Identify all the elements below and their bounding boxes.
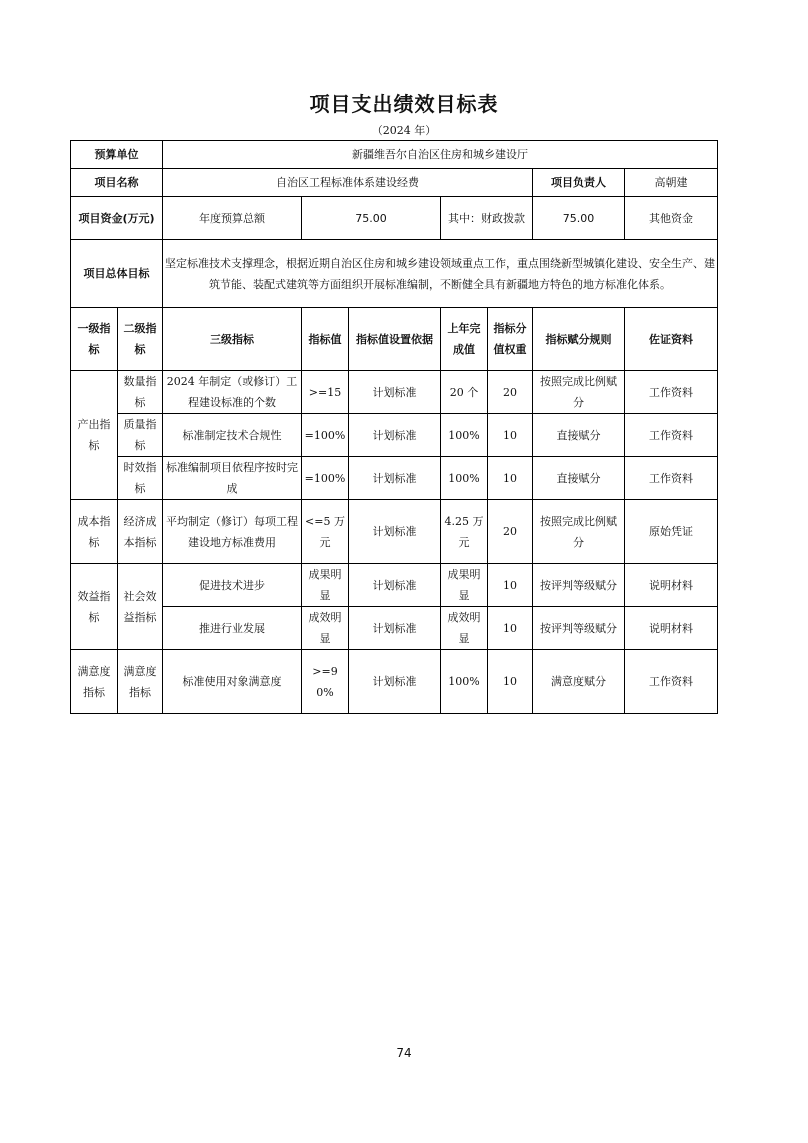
overall-goal-text: 坚定标准技术支撑理念，根据近期自治区住房和城乡建设领域重点工作，重点围绕新型城镇化建设、安全生产、建筑节能、装配式建筑等方面组织开展标准编制，不断健全具有新疆地方特色的地方标准化体系。 — [163, 240, 718, 308]
header-level3: 三级指标 — [163, 308, 302, 371]
last-year-cell: 100% — [441, 650, 488, 714]
project-leader-value: 高朝建 — [625, 169, 718, 197]
value-cell: =100% — [302, 414, 349, 457]
value-cell: >=90% — [302, 650, 349, 714]
rule-cell: 按照完成比例赋分 — [533, 500, 625, 564]
basis-cell: 计划标准 — [349, 564, 441, 607]
last-year-cell: 4.25 万元 — [441, 500, 488, 564]
annual-total-value: 75.00 — [302, 197, 441, 240]
last-year-cell: 成果明显 — [441, 564, 488, 607]
header-value: 指标值 — [302, 308, 349, 371]
weight-cell: 20 — [488, 500, 533, 564]
page-title: 项目支出绩效目标表 — [309, 92, 499, 116]
last-year-cell: 20 个 — [441, 371, 488, 414]
rule-cell: 按评判等级赋分 — [533, 607, 625, 650]
table-row — [71, 500, 718, 564]
level3-cell: 2024 年制定（或修订）工程建设标准的个数 — [163, 371, 302, 414]
other-funds-label: 其他资金 — [649, 211, 694, 225]
value-cell: 成果明显 — [302, 564, 349, 607]
level3-cell: 促进技术进步 — [163, 564, 302, 607]
basis-cell: 计划标准 — [349, 457, 441, 500]
table-row — [71, 564, 718, 607]
weight-cell: 10 — [488, 564, 533, 607]
table-row — [71, 607, 718, 650]
project-funds-label: 项目资金(万元) — [71, 197, 163, 240]
header-level1: 一级指标 — [71, 308, 118, 371]
level2-cell: 质量指标 — [118, 414, 163, 457]
weight-cell: 10 — [488, 414, 533, 457]
header-basis: 指标值设置依据 — [349, 308, 441, 371]
overall-goal-label: 项目总体目标 — [71, 240, 163, 308]
evidence-cell: 原始凭证 — [625, 500, 718, 564]
level3-cell: 平均制定（修订）每项工程建设地方标准费用 — [163, 500, 302, 564]
header-rule: 指标赋分规则 — [533, 308, 625, 371]
last-year-cell: 100% — [441, 457, 488, 500]
value-cell: 成效明显 — [302, 607, 349, 650]
table-row — [71, 650, 718, 714]
basis-cell: 计划标准 — [349, 500, 441, 564]
weight-cell: 10 — [488, 650, 533, 714]
rule-cell: 按评判等级赋分 — [533, 564, 625, 607]
budget-unit-label: 预算单位 — [71, 141, 163, 169]
evidence-cell: 工作资料 — [625, 414, 718, 457]
value-cell: =100% — [302, 457, 349, 500]
basis-cell: 计划标准 — [349, 414, 441, 457]
rule-cell: 直接赋分 — [533, 414, 625, 457]
group-output: 产出指标 — [71, 371, 118, 500]
weight-cell: 10 — [488, 457, 533, 500]
last-year-cell: 100% — [441, 414, 488, 457]
level3-cell: 推进行业发展 — [163, 607, 302, 650]
header-evidence: 佐证资料 — [625, 308, 718, 371]
evidence-cell: 工作资料 — [625, 457, 718, 500]
evidence-cell: 说明材料 — [625, 607, 718, 650]
performance-target-table — [70, 140, 718, 714]
budget-unit-value: 新疆维吾尔自治区住房和城乡建设厅 — [163, 141, 718, 169]
header-level2: 二级指标 — [118, 308, 163, 371]
evidence-cell: 工作资料 — [625, 371, 718, 414]
basis-cell: 计划标准 — [349, 371, 441, 414]
header-weight: 指标分值权重 — [488, 308, 533, 371]
level3-cell: 标准编制项目依程序按时完成 — [163, 457, 302, 500]
table-row — [71, 371, 718, 414]
group-cost: 成本指标 — [71, 500, 118, 564]
value-cell: >=15 — [302, 371, 349, 414]
weight-cell: 20 — [488, 371, 533, 414]
group-benefit: 效益指标 — [71, 564, 118, 650]
fiscal-label: 其中：财政拨款 — [441, 197, 533, 240]
fiscal-value: 75.00 — [533, 197, 625, 240]
page-number: 74 — [396, 1046, 412, 1060]
table-row — [71, 414, 718, 457]
basis-cell: 计划标准 — [349, 650, 441, 714]
basis-cell: 计划标准 — [349, 607, 441, 650]
rule-cell: 满意度赋分 — [533, 650, 625, 714]
evidence-cell: 说明材料 — [625, 564, 718, 607]
year-label: （2024 年） — [371, 124, 437, 137]
level2-cell: 满意度指标 — [118, 650, 163, 714]
other-funds-value — [625, 197, 718, 240]
table-row — [71, 457, 718, 500]
rule-cell: 按照完成比例赋分 — [533, 371, 625, 414]
header-last-year: 上年完成值 — [441, 308, 488, 371]
last-year-cell: 成效明显 — [441, 607, 488, 650]
value-cell: <=5 万元 — [302, 500, 349, 564]
level2-cell: 数量指标 — [118, 371, 163, 414]
level3-cell: 标准使用对象满意度 — [163, 650, 302, 714]
group-satisfaction: 满意度指标 — [71, 650, 118, 714]
project-leader-label: 项目负责人 — [533, 169, 625, 197]
level2-cell: 社会效益指标 — [118, 564, 163, 650]
evidence-cell: 工作资料 — [625, 650, 718, 714]
level2-cell: 经济成本指标 — [118, 500, 163, 564]
project-name-label: 项目名称 — [71, 169, 163, 197]
level2-cell: 时效指标 — [118, 457, 163, 500]
rule-cell: 直接赋分 — [533, 457, 625, 500]
weight-cell: 10 — [488, 607, 533, 650]
project-name-value: 自治区工程标准体系建设经费 — [163, 169, 533, 197]
annual-total-label: 年度预算总额 — [163, 197, 302, 240]
level3-cell: 标准制定技术合规性 — [163, 414, 302, 457]
